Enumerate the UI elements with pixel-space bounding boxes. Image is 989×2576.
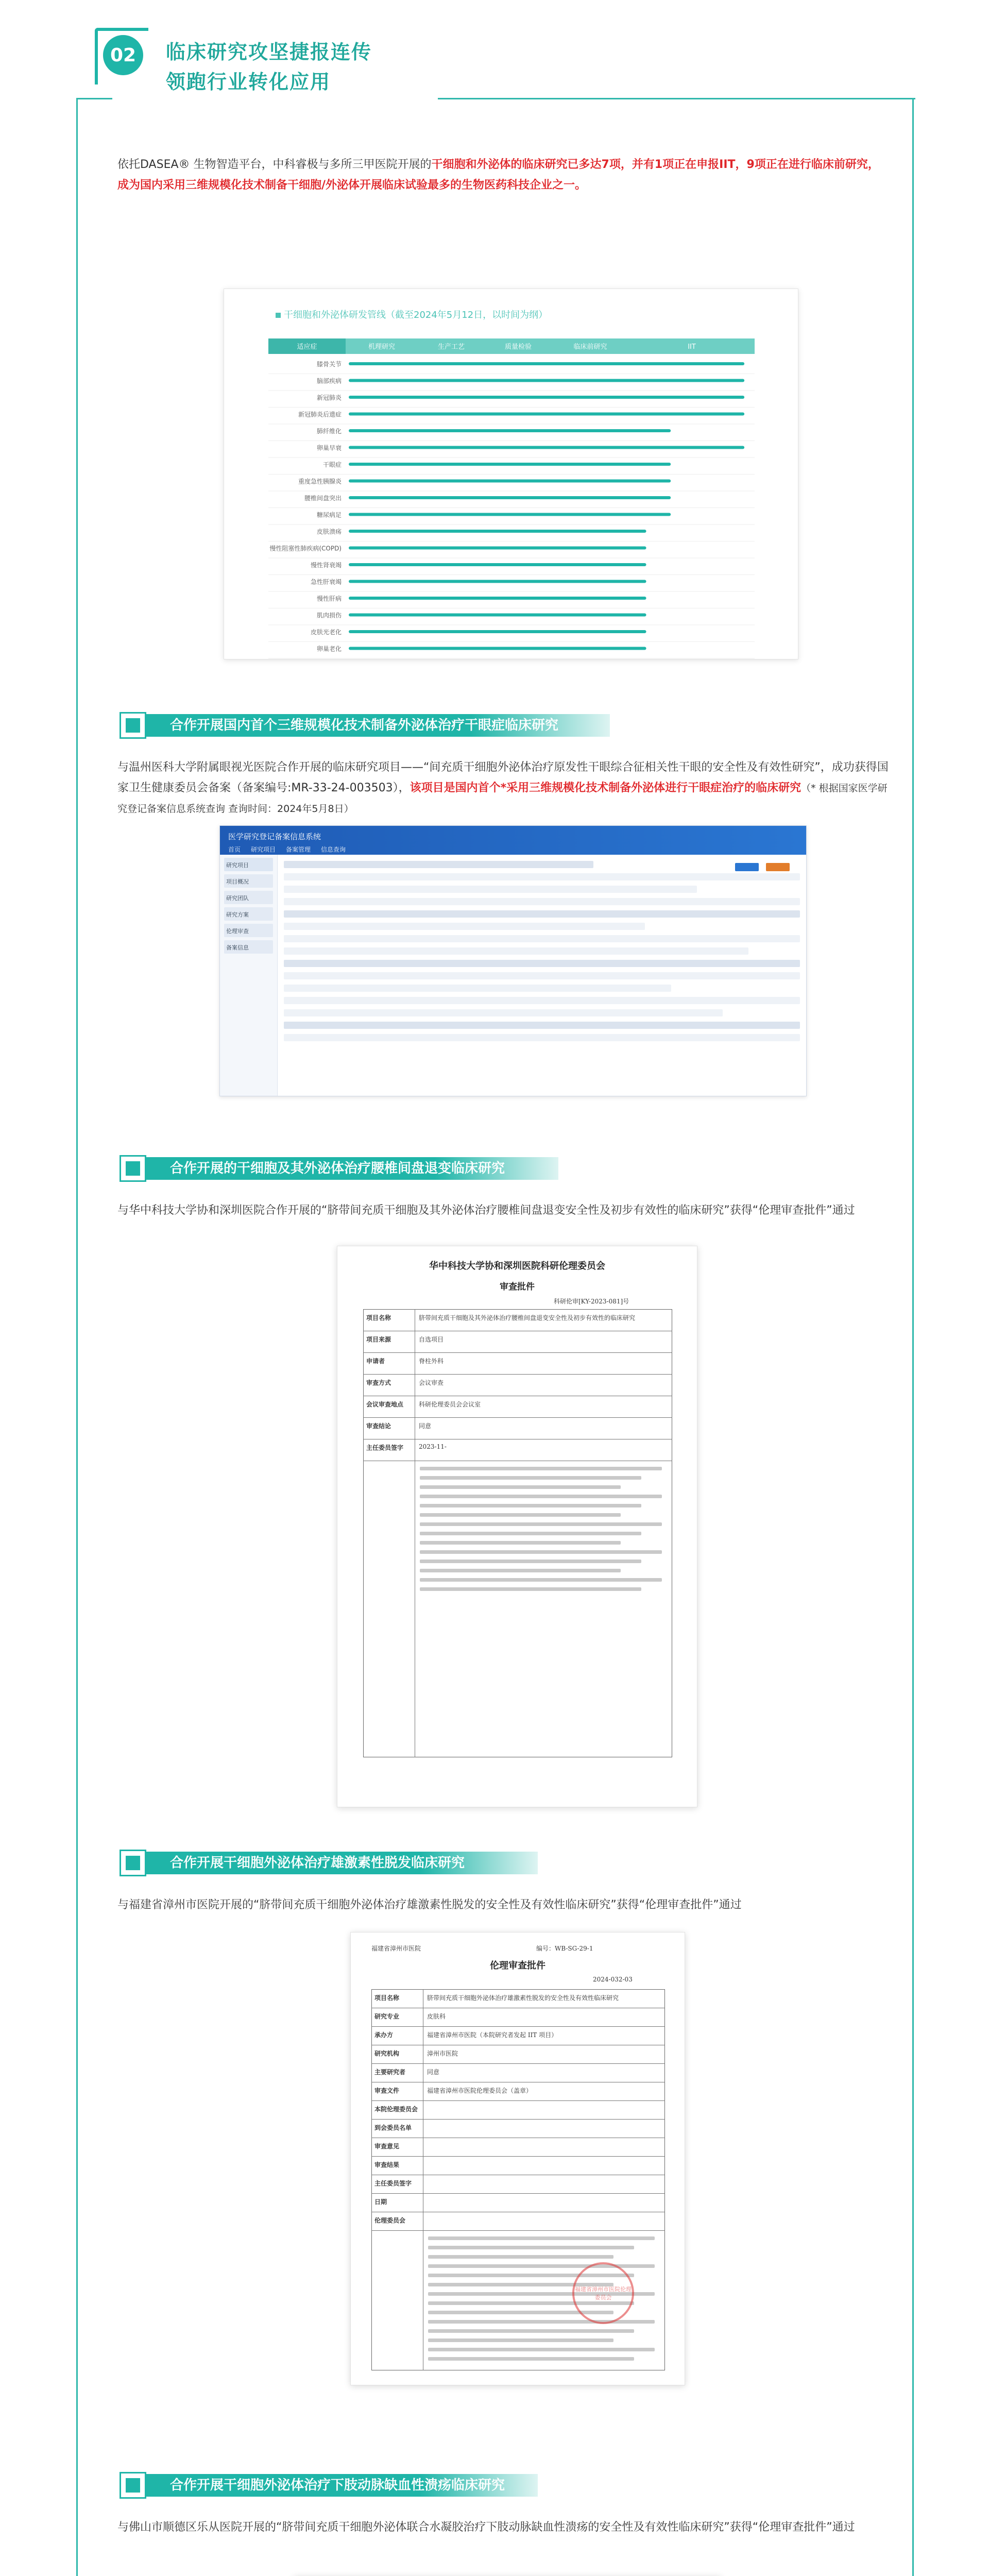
intro-highlight: 干细胞和外泌体的临床研究已多达7项，并有1项正在申报IIT，9项正在进行临床前研究，成为国内采用三维规模化技术制备干细胞/外泌体开展临床试验最多的生物医药科技企业之一。: [117, 158, 879, 192]
chart-bar: [349, 396, 744, 399]
chart-bar: [349, 547, 646, 550]
screenshot-side-item[interactable]: 项目概况: [224, 874, 273, 888]
page-title-line1: 临床研究攻坚捷报连传: [166, 41, 372, 63]
doc1-org: 华中科技大学协和深圳医院科研伦理委员会: [429, 1261, 605, 1272]
doc-row-label: 审查方式: [366, 1379, 391, 1386]
doc2-seal: 福建省漳州市医院伦理委员会: [572, 2262, 634, 2324]
chart-bar: [349, 463, 671, 466]
chart-bar: [349, 597, 646, 600]
doc-row-divider: [371, 2100, 665, 2101]
chart-bar: [349, 379, 744, 382]
chart-category-label: 肺纤维化: [316, 428, 342, 435]
screenshot-row: [284, 861, 593, 868]
doc-row-value: 漳州市医院: [427, 2050, 458, 2057]
section2-paragraph: 与华中科技大学协和深圳医院合作开展的“脐带间充质干细胞及其外泌体治疗腰椎间盘退变安全性及初步有效性的临床研究”获得“伦理审查批件”通过: [117, 1204, 855, 1217]
doc-row-divider: [371, 2156, 665, 2157]
chart-bar: [349, 429, 671, 432]
screenshot-nav: [228, 845, 798, 854]
doc-text-line: [428, 2329, 634, 2333]
chart-category-label: 慢性阻塞性肺疾病(COPD): [269, 545, 342, 552]
chart-category-label: 干眼症: [322, 461, 342, 468]
doc-row-label: 日期: [374, 2198, 387, 2206]
screenshot-row: [284, 997, 800, 1004]
doc-row-label: 主要研究者: [374, 2069, 406, 2076]
doc-text-line: [428, 2255, 613, 2259]
screenshot-nav-item[interactable]: 研究项目: [251, 846, 276, 853]
doc-row-value: 福建省漳州市医院伦理委员会（盖章）: [427, 2087, 533, 2094]
chart-header-label: 机理研究: [368, 343, 396, 351]
chart-category-label: 脑部疾病: [316, 377, 342, 385]
chart-bar: [349, 630, 646, 633]
doc-text-line: [428, 2338, 613, 2342]
section-number: 02: [103, 35, 143, 75]
screenshot-row: [284, 1022, 800, 1029]
section4-paragraph: 与佛山市顺德区乐从医院开展的“脐带间充质干细胞外泌体联合水凝胶治疗下肢动脉缺血性溃疡的安全性及有效性临床研究”获得“伦理审查批件”通过: [117, 2521, 855, 2534]
screenshot-button[interactable]: [766, 863, 790, 871]
doc-row-value: 福建省漳州市医院（本院研究者发起 IIT 项目）: [427, 2031, 558, 2039]
chart-bar: [349, 614, 646, 617]
doc-row-value: 皮肤科: [427, 2013, 446, 2020]
chart-header-label: 生产工艺: [437, 343, 465, 351]
doc-row-label: 到会委员名单: [374, 2124, 412, 2131]
section1-highlight: 该项目是国内首个*采用三维规模化技术制备外泌体进行干眼症治疗的临床研究: [410, 782, 802, 794]
doc-row-label: 会议审查地点: [366, 1401, 404, 1408]
doc-text-line: [420, 1476, 641, 1480]
chart-bar: [349, 530, 646, 533]
screenshot-row: [284, 910, 800, 918]
screenshot-button[interactable]: [735, 863, 759, 871]
doc-text-line: [420, 1513, 621, 1517]
doc2-org: 福建省漳州市医院: [371, 1945, 421, 1952]
doc-row-label: 审查结论: [366, 1422, 391, 1430]
screenshot-row: [284, 923, 645, 930]
doc-row-label: 伦理委员会: [374, 2217, 406, 2224]
doc1-title: 审查批件: [500, 1282, 535, 1292]
chart-category-label: 肌肉损伤: [316, 612, 342, 619]
chart-bar: [349, 362, 744, 365]
chart-category-label: 新冠肺炎后遗症: [298, 411, 342, 418]
section2-title: 合作开展的干细胞及其外泌体治疗腰椎间盘退变临床研究: [146, 1157, 558, 1180]
doc1-number: 科研伦审[KY-2023-081]号: [554, 1298, 629, 1305]
screenshot-row: [284, 935, 800, 942]
doc-text-line: [428, 2348, 655, 2351]
doc-row-divider: [371, 2119, 665, 2120]
screenshot-nav-item[interactable]: 备案管理: [286, 846, 311, 853]
doc-row-divider: [371, 2230, 665, 2231]
doc-row-divider: [363, 1352, 672, 1353]
section-square-icon: [120, 712, 146, 739]
doc-row-divider: [371, 2193, 665, 2194]
doc-text-line: [420, 1569, 621, 1572]
doc-row-label: 申请者: [366, 1358, 385, 1365]
doc-row-value: 科研伦理委员会会议室: [419, 1401, 481, 1408]
doc2-number: 编号：WB-SG-29-1: [536, 1945, 593, 1952]
screenshot-row: [284, 1009, 723, 1016]
doc-row-label: 项目名称: [374, 1994, 400, 2002]
chart-bar: [349, 446, 744, 449]
section1-note: （* 根据国家医学研究登记备案信息系统查询 查询时间：2024年5月8日）: [117, 783, 888, 815]
screenshot-sidebar: [220, 855, 278, 1096]
chart-header-label: IIT: [688, 343, 696, 351]
doc-row-label: 审查文件: [374, 2087, 400, 2094]
doc-row-value: 脐带间充质干细胞外泌体治疗雄激素性脱发的安全性及有效性临床研究: [427, 1994, 619, 2002]
section1-title: 合作开展国内首个三维规模化技术制备外泌体治疗干眼症临床研究: [146, 714, 610, 737]
chart-header-label: 质量检验: [504, 343, 532, 351]
doc-row-divider: [363, 1417, 672, 1418]
doc-text-line: [420, 1467, 662, 1470]
screenshot-side-item[interactable]: 备案信息: [224, 940, 273, 954]
doc-text-line: [420, 1560, 641, 1563]
section4-heading: [120, 2471, 538, 2500]
doc-row-value: 2023-11-: [419, 1443, 447, 1450]
chart-bar: [349, 563, 646, 566]
chart-header-label: 临床前研究: [573, 343, 607, 351]
doc2-title: 伦理审查批件: [490, 1960, 545, 1971]
screenshot-row: [284, 873, 800, 880]
doc-text-line: [420, 1541, 621, 1545]
screenshot-side-item[interactable]: 伦理审查: [224, 924, 273, 937]
doc-text-line: [428, 2320, 655, 2324]
doc-row-value: 脐带间充质干细胞及其外泌体治疗腰椎间盘退变安全性及初步有效性的临床研究: [419, 1314, 636, 1321]
chart-bar: [349, 647, 646, 650]
screenshot-row: [284, 898, 800, 905]
screenshot-row: [284, 960, 800, 967]
screenshot-topbar: [220, 826, 806, 855]
doc-text-line: [420, 1578, 662, 1582]
doc-text-line: [428, 2236, 655, 2240]
doc-row-divider: [371, 2026, 665, 2027]
doc-text-line: [420, 1495, 662, 1498]
doc-text-line: [428, 2246, 634, 2249]
doc-text-line: [420, 1504, 641, 1507]
screenshot-row: [284, 947, 748, 955]
intro-paragraph: [117, 155, 890, 196]
doc-row-value: 脊柱外科: [419, 1358, 444, 1365]
chart-category-label: 卵巢早衰: [316, 444, 342, 452]
chart-bar: [349, 480, 671, 483]
doc-text-line: [420, 1532, 641, 1535]
intro-lead: 依托DASEA® 生物智造平台，中科睿极与多所三甲医院开展的: [117, 158, 432, 171]
doc-row-value: 同意: [427, 2069, 440, 2076]
chart-bar: [349, 580, 646, 583]
chart-category-label: 重度急性胰腺炎: [298, 478, 342, 485]
pipeline-chart-card: [224, 289, 798, 659]
section1-text: 与温州医科大学附属眼视光医院合作开展的临床研究项目——“间充质干细胞外泌体治疗原发性干眼综合征相关性干眼的安全性及有效性研究”，成功获得国家卫生健康委员会备案（备案编号:MR-33-24-003503），: [117, 761, 889, 794]
doc-row-divider: [363, 1374, 672, 1375]
chart-category-label: 慢性肾衰竭: [310, 562, 342, 569]
section-square-icon: [120, 1850, 146, 1876]
doc-row-label: 承办方: [374, 2031, 394, 2039]
doc-row-value: 会议审查: [419, 1379, 444, 1386]
chart-category-label: 皮肤光老化: [310, 629, 342, 636]
doc-row-label: 项目来源: [366, 1336, 391, 1343]
doc-row-value: 同意: [419, 1422, 432, 1430]
section-number-badge: [103, 30, 144, 87]
doc-text-line: [420, 1550, 662, 1554]
doc-row-label: 本院伦理委员会: [374, 2106, 418, 2113]
chart-bar: [349, 513, 671, 516]
doc-text-line: [420, 1522, 662, 1526]
section1-paragraph: [117, 757, 890, 819]
screenshot-side-item[interactable]: 研究项目: [224, 858, 273, 871]
chart-category-label: 糖尿病足: [316, 511, 342, 519]
screenshot-main: [284, 861, 800, 1090]
chart-category-label: 腰椎间盘突出: [304, 495, 342, 502]
chart-category-label: 膝骨关节: [316, 361, 342, 368]
ethics-approval-doc-2: [350, 1932, 685, 2385]
pipeline-chart: [224, 289, 799, 660]
doc-row-label: 研究机构: [374, 2050, 400, 2057]
section3-title: 合作开展干细胞外泌体治疗雄激素性脱发临床研究: [146, 1852, 538, 1874]
ethics-approval-doc-1: [337, 1246, 697, 1807]
doc-row-label: 研究专业: [374, 2013, 400, 2020]
doc2-date: 2024-032-03: [593, 1976, 633, 1983]
doc-text-line: [420, 1587, 641, 1591]
screenshot-row: [284, 1034, 800, 1041]
doc-text-line: [428, 2357, 634, 2361]
chart-bar: [349, 413, 744, 416]
screenshot-nav-item[interactable]: 首页: [228, 846, 241, 853]
section4-title: 合作开展干细胞外泌体治疗下肢动脉缺血性溃疡临床研究: [146, 2474, 538, 2497]
doc-row-label: 审查结果: [374, 2161, 400, 2168]
doc-row-label: 主任委员签字: [366, 1444, 404, 1451]
section1-heading: [120, 711, 610, 740]
section2-heading: [120, 1154, 558, 1183]
chart-category-label: 急性肝衰竭: [310, 578, 342, 586]
doc-row-divider: [371, 2063, 665, 2064]
chart-header-label: 适应症: [297, 343, 317, 351]
doc-row-label: 项目名称: [366, 1314, 391, 1321]
doc-row-label: 主任委员签字: [374, 2180, 412, 2187]
doc-row-label: 审查意见: [374, 2143, 400, 2150]
registration-screenshot: [219, 825, 807, 1096]
screenshot-title: 医学研究登记备案信息系统: [228, 832, 321, 841]
page-header: [0, 0, 989, 98]
chart-category-label: 新冠肺炎: [316, 394, 342, 401]
section-square-icon: [120, 2472, 146, 2499]
screenshot-row: [284, 985, 671, 992]
screenshot-nav-item[interactable]: 信息查询: [321, 846, 346, 853]
chart-category-label: 皮肤溃疡: [316, 528, 342, 535]
screenshot-side-item[interactable]: 研究方案: [224, 907, 273, 921]
section3-heading: [120, 1849, 538, 1877]
section3-paragraph: 与福建省漳州市医院开展的“脐带间充质干细胞外泌体治疗雄激素性脱发的安全性及有效性临床研究”获得“伦理审查批件”通过: [117, 1899, 742, 1911]
screenshot-row: [284, 972, 800, 979]
section-square-icon: [120, 1155, 146, 1182]
screenshot-row: [284, 886, 697, 893]
chart-bar: [349, 496, 671, 499]
chart-title-text: 干细胞和外泌体研发管线（截至2024年5月12日，以时间为纲）: [284, 310, 548, 320]
chart-category-label: 卵巢老化: [316, 645, 342, 653]
doc-text-line: [420, 1485, 621, 1489]
page-title-line2: 领跑行业转化应用: [166, 71, 331, 93]
chart-category-label: 慢性肝病: [316, 595, 342, 602]
screenshot-side-item[interactable]: 研究团队: [224, 891, 273, 904]
doc-row-value: 自选项目: [419, 1336, 444, 1343]
